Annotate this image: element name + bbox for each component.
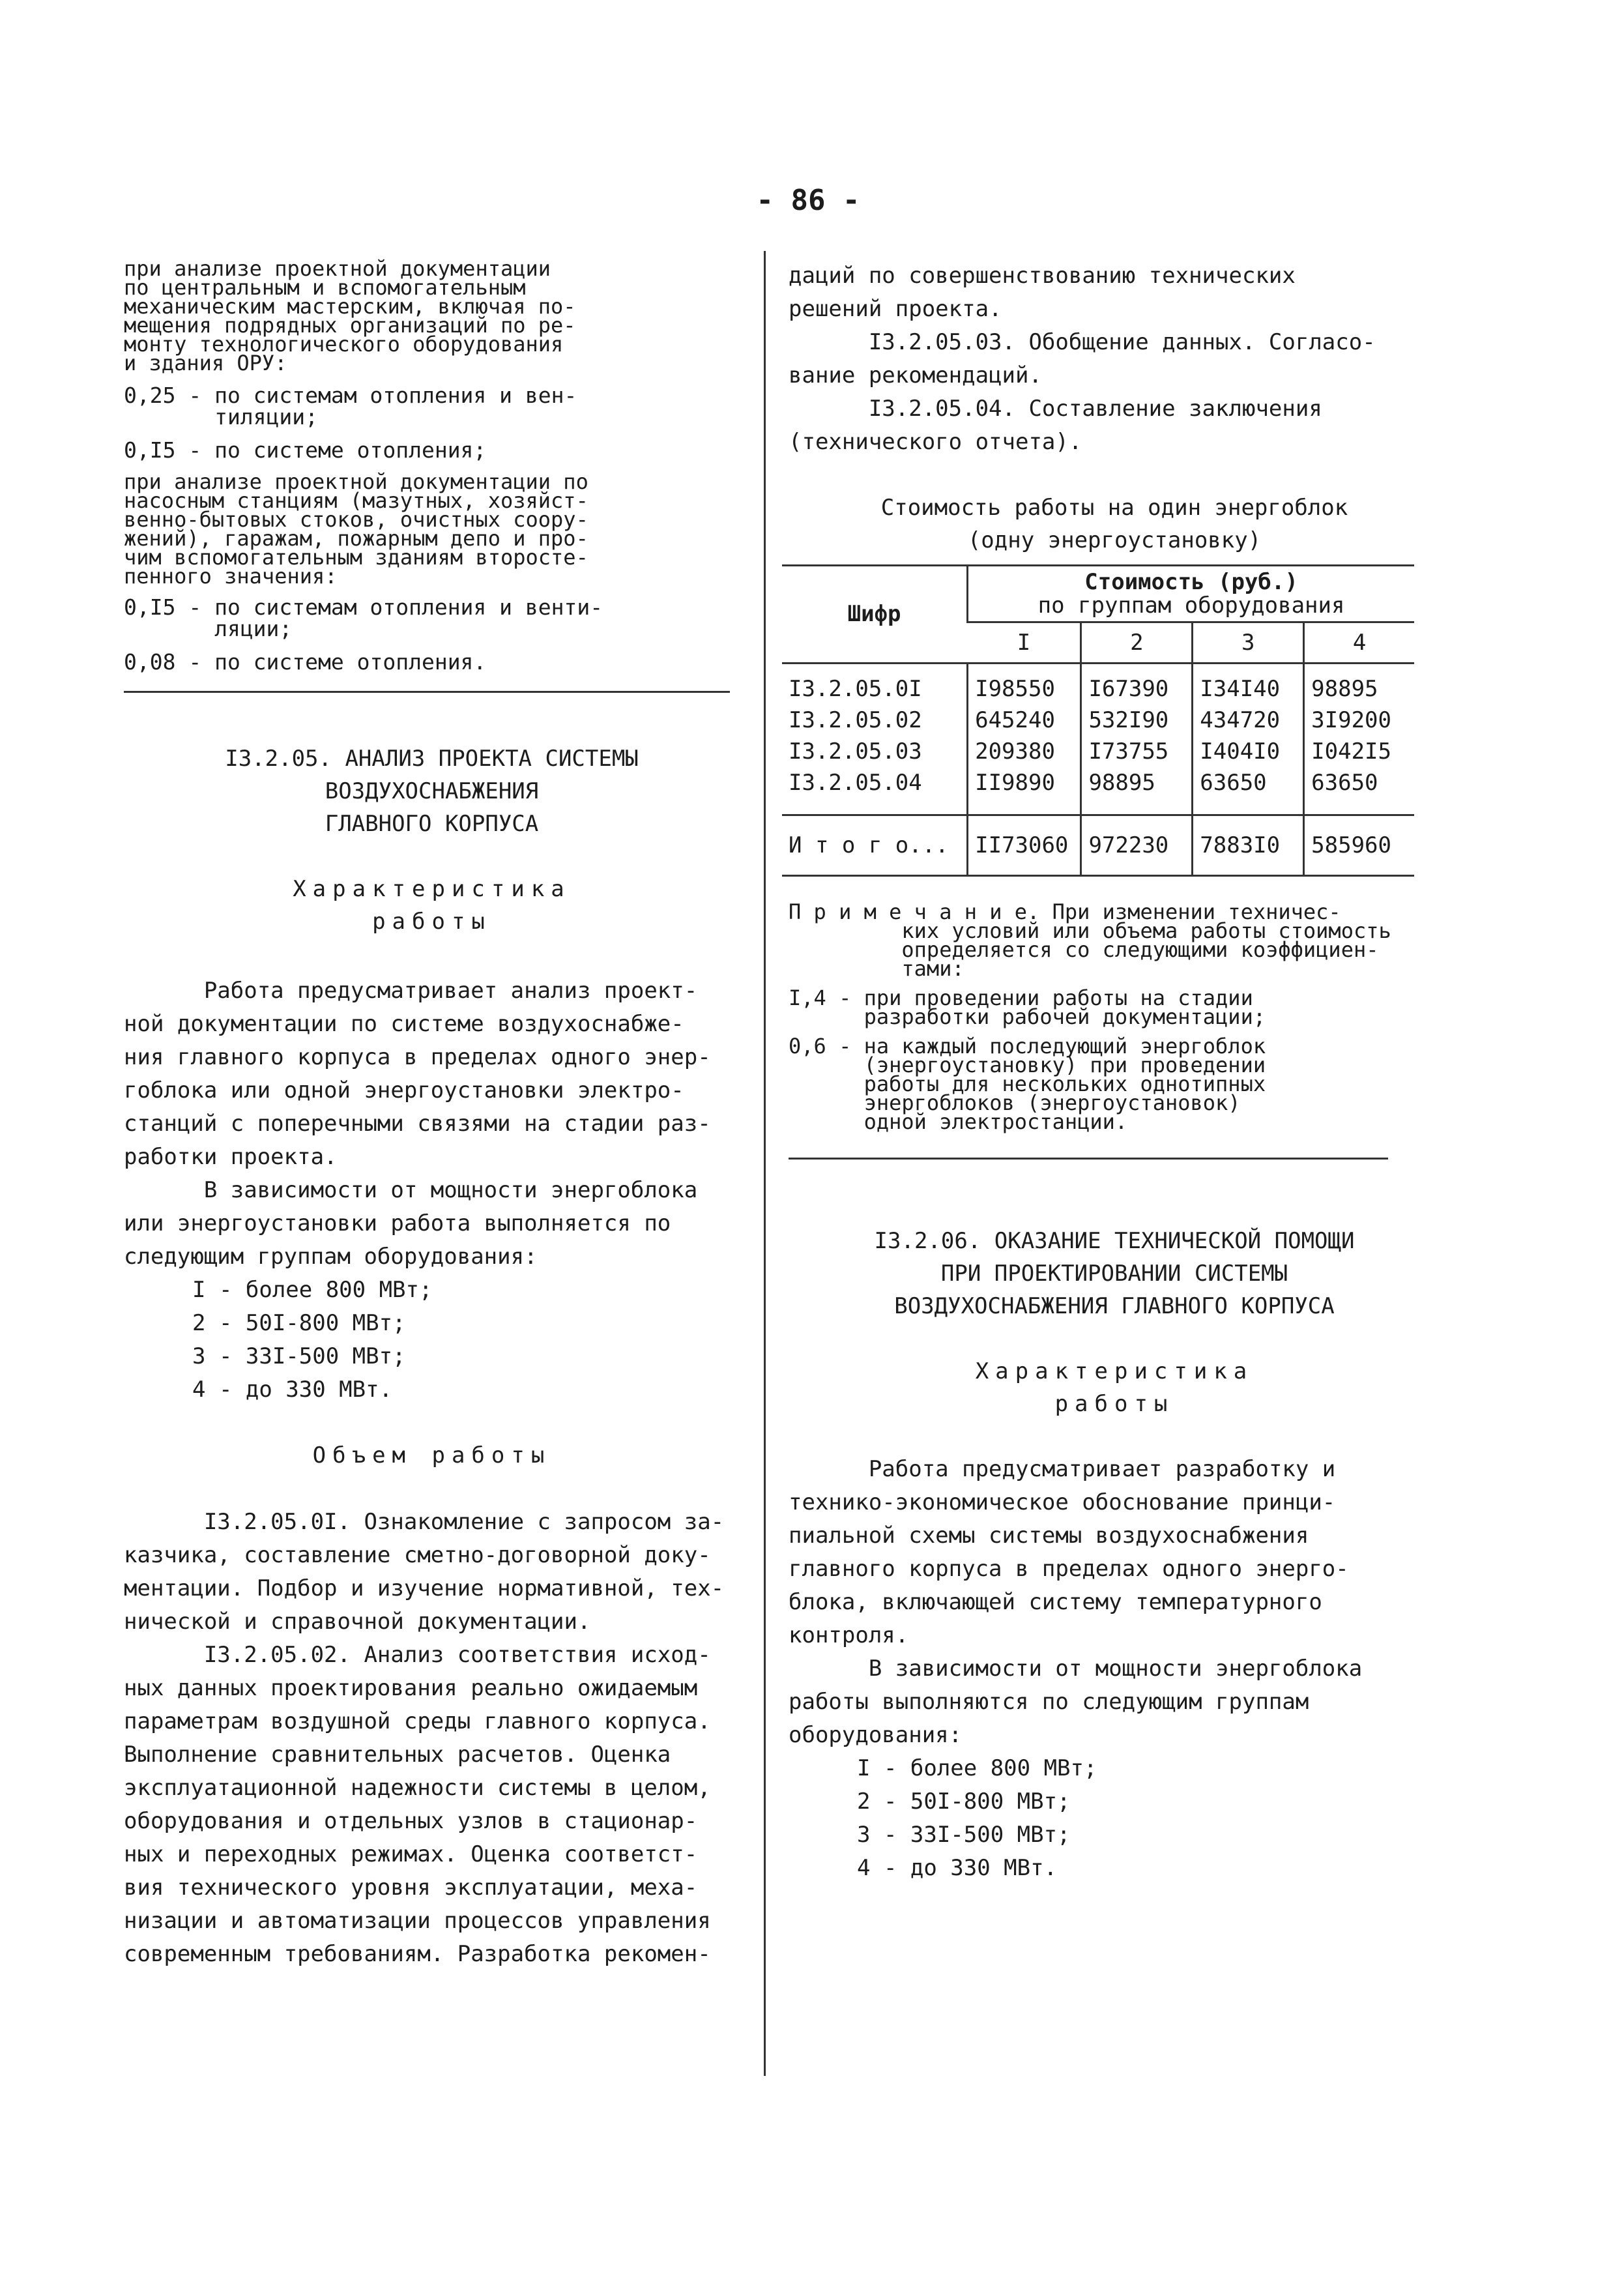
note-text (789, 899, 1440, 981)
text-line: работы для нескольких однотипных (789, 1072, 1266, 1096)
text-line: блока, включающей систему температурного (789, 1589, 1322, 1615)
text-line: решений проекта. (789, 296, 1002, 322)
value-cell: 63650 (1304, 767, 1414, 815)
title-line: Стоимость работы на один энергоблок (880, 495, 1348, 521)
work-description (124, 974, 740, 1174)
total-cell: 585960 (1304, 815, 1414, 876)
volume-text (124, 1506, 740, 1971)
table-row (782, 705, 1414, 736)
right-column (789, 259, 1440, 1885)
code-cell: I3.2.05.02 (789, 707, 922, 733)
text-line: I3.2.05.04. Составление заключения (789, 396, 1322, 422)
text-line: работки проекта. (124, 1144, 338, 1170)
text-line: насосным станциям (мазутных, хозяйст- (124, 488, 588, 513)
text-line: В зависимости от мощности энергоблока (124, 1177, 698, 1203)
coefficient-item (124, 651, 740, 673)
text-line: энергоблоков (энергоустановок) (789, 1090, 1241, 1115)
title-line: ГЛАВНОГО КОРПУСА (325, 811, 539, 837)
text-line: при анализе проектной документации (124, 256, 551, 281)
value-cell: 3I9200 (1304, 705, 1414, 736)
value-cell: 209380 (968, 736, 1081, 767)
coefficient-item (124, 439, 740, 461)
text-line: ной документации по системе воздухоснабже- (124, 1011, 684, 1037)
text-line: или энергоустановки работа выполняется по (124, 1210, 671, 1236)
intro-text (124, 256, 740, 375)
text-line: ляции; (124, 616, 293, 641)
text-line: по центральным и вспомогательным (124, 275, 526, 300)
title-line: ВОЗДУХОСНАБЖЕНИЯ ГЛАВНОГО КОРПУСА (894, 1293, 1335, 1319)
power-groups-text (789, 1652, 1440, 1752)
text-line: даций по совершенствованию технических (789, 263, 1296, 289)
title-line: I3.2.05. АНАЛИЗ ПРОЕКТА СИСТЕМЫ (225, 746, 639, 772)
group-header: I (968, 622, 1081, 664)
value-cell: 98895 (1081, 767, 1193, 815)
group-header: 3 (1193, 622, 1304, 664)
text-line: I3.2.05.03. Обобщение данных. Согласо- (789, 329, 1376, 355)
title-line: I3.2.06. ОКАЗАНИЕ ТЕХНИЧЕСКОЙ ПОМОЩИ (874, 1228, 1355, 1254)
text-line: ких условий или объема работы стоимость (789, 918, 1391, 943)
value-cell: I34I40 (1193, 664, 1304, 705)
note-coefficient (789, 985, 1440, 1029)
power-groups-text (124, 1174, 740, 1274)
text-line: нической и справочной документации. (124, 1609, 591, 1635)
text-line: Выполнение сравнительных расчетов. Оценка (124, 1742, 671, 1768)
text-line: 0,I5 - по системе отопления; (124, 437, 487, 463)
cost-header-line: Стоимость (руб.) (1084, 569, 1298, 595)
section-divider (789, 1158, 1388, 1160)
column-divider (764, 251, 766, 2076)
text-line: Работа предусматривает разработку и (789, 1456, 1336, 1482)
volume-heading: Объем работы (312, 1442, 551, 1468)
text-line: современным требованиям. Разработка рекомен- (124, 1941, 711, 1967)
characteristic-heading (124, 873, 740, 938)
total-cell: 972230 (1081, 815, 1193, 876)
text-line: и здания ОРУ: (124, 351, 287, 375)
text-line: тами: (789, 956, 964, 981)
text-line: следующим группам оборудования: (124, 1244, 538, 1270)
list-item: I - более 800 МВт; (192, 1277, 433, 1303)
value-cell: 532I90 (1081, 705, 1193, 736)
text-line: Работа предусматривает анализ проект- (124, 978, 698, 1004)
power-group-list (124, 1274, 740, 1407)
text-line: вание рекомендаций. (789, 362, 1042, 388)
text-line: пиальной схемы системы воздухоснабжения (789, 1523, 1309, 1549)
text-line: венно-бытовых стоков, очистных соору- (124, 507, 588, 532)
code-cell: I3.2.05.04 (789, 770, 922, 796)
text-line: параметрам воздушной среды главного корпуса. (124, 1708, 711, 1734)
list-item: I - более 800 МВт; (857, 1755, 1097, 1781)
text-line: оборудования и отдельных узлов в стационар- (124, 1808, 698, 1834)
text-line: чим вспомогательным зданиям второсте- (124, 545, 588, 570)
heading-line: работы (1054, 1391, 1174, 1417)
title-line: (одну энергоустановку) (967, 527, 1262, 553)
value-cell: I98550 (968, 664, 1081, 705)
characteristic-heading (789, 1355, 1440, 1420)
value-cell: 98895 (1304, 664, 1414, 705)
value-cell: I042I5 (1304, 736, 1414, 767)
text-line: 0,25 - по системам отопления и вен- (124, 383, 577, 408)
value-cell: II9890 (968, 767, 1081, 815)
text-line: П р и м е ч а н и е. При изменении техничес- (789, 899, 1341, 924)
list-item: 2 - 50I-800 МВт; (192, 1310, 406, 1336)
table-row (782, 664, 1414, 705)
text-line: тиляции; (124, 404, 319, 430)
text-line: технико-экономическое обоснование принци- (789, 1489, 1336, 1515)
value-cell: 434720 (1193, 705, 1304, 736)
value-cell: I73755 (1081, 736, 1193, 767)
code-cell: I3.2.05.0I (789, 676, 922, 702)
text-line: 0,6 - на каждый последующий энергоблок (789, 1034, 1266, 1058)
text-line: жений), гаражам, пожарным депо и про- (124, 526, 588, 551)
code-header: Шифр (782, 566, 968, 664)
text-line: В зависимости от мощности энергоблока (789, 1656, 1363, 1682)
table-row (782, 767, 1414, 815)
text-line: ментации. Подбор и изучение нормативной, тех- (124, 1575, 725, 1601)
text-line: работы выполняются по следующим группам (789, 1689, 1309, 1715)
text-line: ных данных проектирования реально ожидаемым (124, 1675, 698, 1701)
title-line: ВОЗДУХОСНАБЖЕНИЯ (325, 778, 539, 804)
text-line: низации и автоматизации процессов управления (124, 1908, 711, 1934)
coefficient-item (124, 385, 740, 428)
note-coefficient (789, 1034, 1440, 1134)
section-title (789, 1225, 1440, 1322)
value-cell: 63650 (1193, 767, 1304, 815)
text-line: при анализе проектной документации по (124, 469, 588, 494)
total-cell: II73060 (968, 815, 1081, 876)
value-cell: 645240 (968, 705, 1081, 736)
text-line: ных и переходных режимах. Оценка соответст- (124, 1841, 698, 1867)
list-item: 4 - до 330 МВт. (857, 1855, 1058, 1881)
heading-line: работы (372, 909, 491, 935)
text-line: разработки рабочей документации; (789, 1004, 1266, 1029)
group-header: 4 (1304, 622, 1414, 664)
heading-line: Характеристика (975, 1358, 1254, 1384)
list-item: 3 - 33I-500 МВт; (192, 1343, 406, 1369)
text-line: ния главного корпуса в пределах одного энер- (124, 1044, 711, 1070)
text-line: I3.2.05.0I. Ознакомление с запросом за- (124, 1509, 725, 1535)
heading-line: Характеристика (293, 876, 571, 902)
section-divider (124, 691, 730, 693)
cost-header (968, 566, 1414, 622)
text-line: (энергоустановку) при проведении (789, 1053, 1266, 1077)
text-line: оборудования: (789, 1722, 963, 1748)
text-line: гоблока или одной энергоустановки электро- (124, 1077, 684, 1103)
text-line: мещения подрядных организаций по ре- (124, 313, 576, 338)
total-cell: 7883I0 (1193, 815, 1304, 876)
text-line: вия технического уровня эксплуатации, меха- (124, 1875, 698, 1901)
text-line: казчика, составление сметно-договорной доку- (124, 1542, 711, 1568)
power-group-list (789, 1752, 1440, 1885)
total-row (782, 815, 1414, 876)
continuation-text (789, 259, 1440, 459)
text-line: (технического отчета). (789, 429, 1082, 455)
text-line: эксплуатационной надежности системы в целом, (124, 1775, 711, 1801)
text-line: главного корпуса в пределах одного энерго- (789, 1556, 1349, 1582)
table-row (782, 736, 1414, 767)
value-cell: I67390 (1081, 664, 1193, 705)
table-title (789, 491, 1440, 557)
work-description (789, 1453, 1440, 1652)
value-cell: I404I0 (1193, 736, 1304, 767)
cost-table (782, 564, 1414, 877)
list-item: 3 - 33I-500 МВт; (857, 1822, 1071, 1848)
text-line: станций с поперечными связями на стадии раз- (124, 1111, 711, 1137)
text-line: определяется со следующими коэффициен- (789, 937, 1379, 962)
left-column (124, 256, 740, 1971)
analysis-text (124, 469, 740, 589)
code-cell: I3.2.05.03 (789, 738, 922, 765)
list-item: 4 - до 330 МВт. (192, 1377, 393, 1403)
text-line: одной электростанции. (789, 1109, 1128, 1134)
group-header: 2 (1081, 622, 1193, 664)
text-line: монту технологического оборудования (124, 332, 564, 357)
text-line: контроля. (789, 1622, 909, 1648)
coefficient-item (124, 596, 740, 639)
section-title (124, 742, 740, 840)
text-line: механическим мастерским, включая по- (124, 294, 576, 319)
text-line: пенного значения: (124, 564, 338, 589)
text-line: I3.2.05.02. Анализ соответствия исход- (124, 1642, 711, 1668)
total-label: И т о г о... (782, 815, 968, 876)
text-line: 0,I5 - по системам отопления и венти- (124, 594, 603, 620)
text-line: 0,08 - по системе отопления. (124, 649, 487, 675)
page-number: - 86 - (756, 184, 860, 217)
list-item: 2 - 50I-800 МВт; (857, 1788, 1071, 1815)
title-line: ПРИ ПРОЕКТИРОВАНИИ СИСТЕМЫ (940, 1261, 1288, 1287)
text-line: I,4 - при проведении работы на стадии (789, 985, 1253, 1010)
cost-header-line: по группам оборудования (1037, 592, 1345, 619)
